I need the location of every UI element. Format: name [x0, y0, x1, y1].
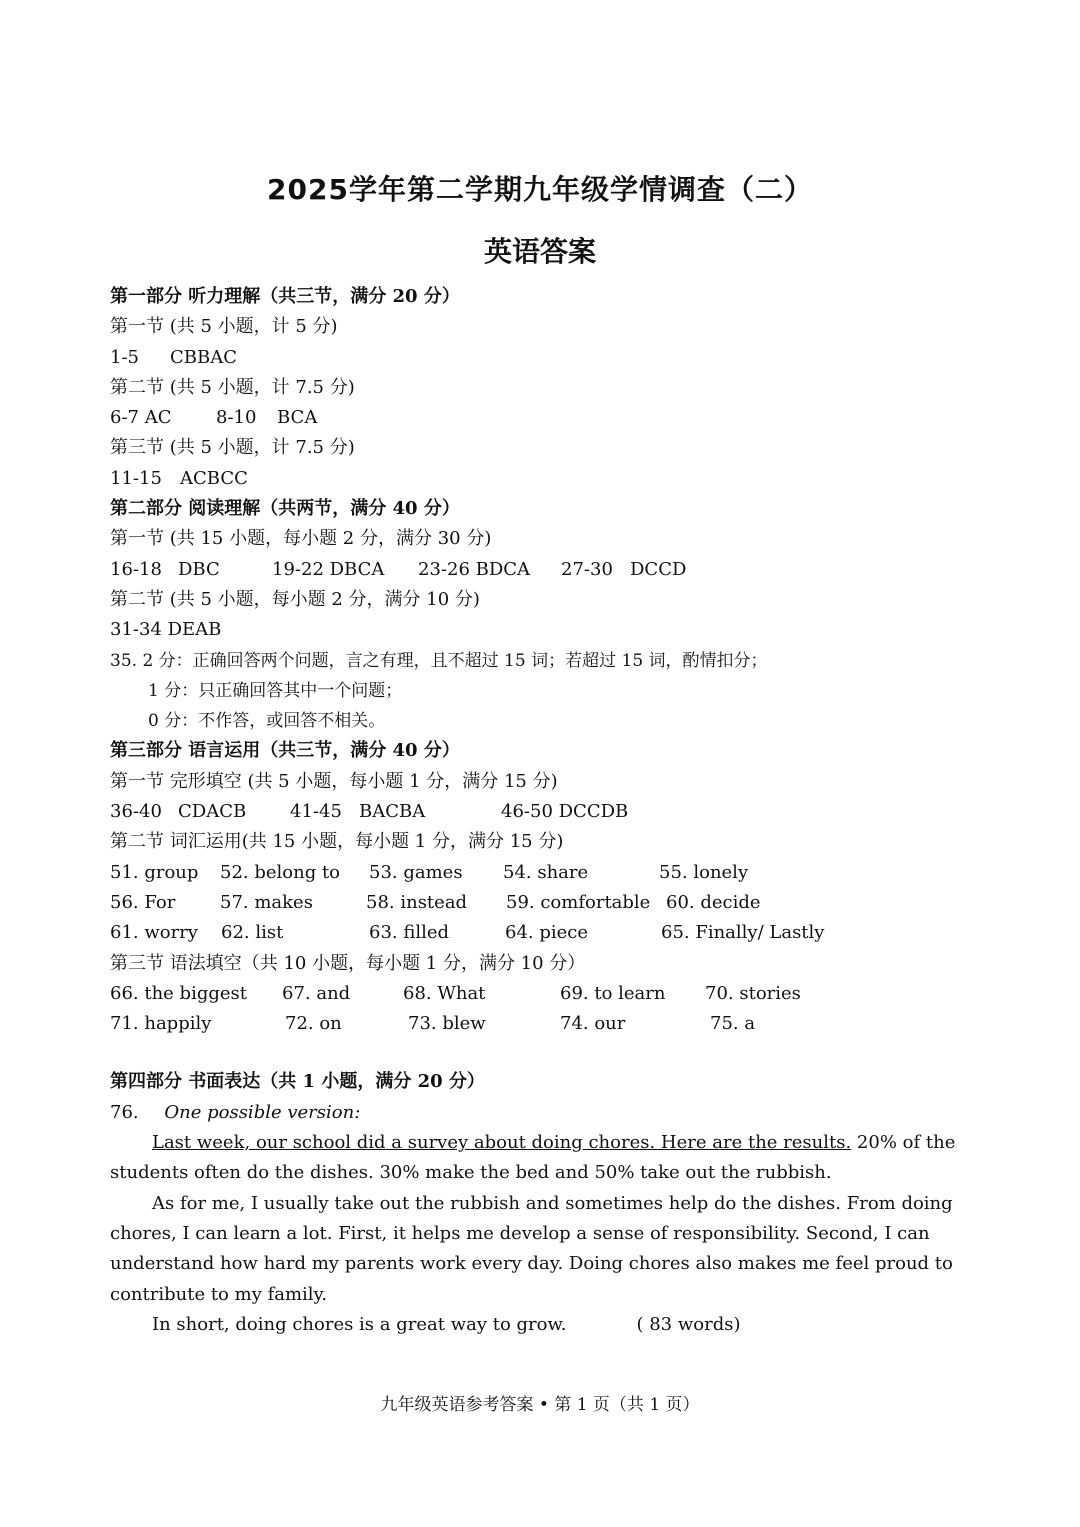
- answer-content: [110, 282, 970, 1340]
- grammar-answer: 71. happily: [110, 1013, 212, 1035]
- part2-heading: 第二部分 阅读理解（共两节，满分 40 分）: [110, 498, 460, 520]
- answer-value: 23-26 BDCA: [418, 558, 531, 580]
- vocab-answer: 65. Finally/ Lastly: [661, 922, 825, 944]
- part4-heading: 第四部分 书面表达（共 1 小题，满分 20 分）: [110, 1071, 485, 1093]
- page-footer: 九年级英语参考答案 • 第 1 页（共 1 页）: [380, 1395, 700, 1415]
- q35-scoring-line3: 0 分：不作答，或回答不相关。: [148, 711, 386, 732]
- answer-range: 16-18: [110, 558, 162, 580]
- sample-essay: [110, 1128, 970, 1340]
- vocab-answer: 54. share: [503, 861, 589, 883]
- essay-paragraph-1: [110, 1128, 970, 1189]
- part3-section1-answers: [110, 797, 970, 827]
- answer-range: 1-5: [110, 346, 139, 368]
- grammar-row: [110, 979, 970, 1009]
- q76-header: [110, 1098, 970, 1128]
- sample-label: One possible version:: [164, 1101, 361, 1123]
- question-number: 76.: [110, 1101, 139, 1123]
- part3-heading: 第三部分 语言运用（共三节，满分 40 分）: [110, 740, 460, 762]
- part3-section3: 第三节 语法填空（共 10 小题，每小题 1 分，满分 10 分）: [110, 952, 586, 974]
- essay-conclusion: In short, doing chores is a great way to grow.: [152, 1313, 567, 1335]
- vocab-answer: 62. list: [221, 922, 284, 944]
- answer-range: 11-15: [110, 467, 162, 489]
- vocab-answer: 61. worry: [110, 922, 198, 944]
- answer-value: DCCD: [630, 558, 687, 580]
- document-subtitle: 英语答案: [483, 235, 596, 268]
- grammar-answer: 70. stories: [705, 982, 801, 1004]
- vocab-answer: 60. decide: [666, 891, 761, 913]
- part3-section2: 第二节 词汇运用(共 15 小题，每小题 1 分，满分 15 分): [110, 831, 564, 853]
- answer-value: CDACB: [178, 801, 247, 823]
- answer-value: CBBAC: [170, 346, 237, 368]
- document-title: 2025学年第二学期九年级学情调查（二）: [267, 173, 813, 206]
- grammar-answer: 72. on: [285, 1013, 342, 1035]
- essay-underlined-intro: Last week, our school did a survey about doing chores. Here are the results.: [152, 1132, 852, 1154]
- grammar-answer: 69. to learn: [560, 982, 666, 1004]
- answer-range: 8-10: [216, 407, 257, 429]
- part1-section1-answers: [110, 343, 970, 373]
- vocab-answer: 59. comfortable: [506, 891, 651, 913]
- part2-section2: 第二节 (共 5 小题，每小题 2 分，满分 10 分): [110, 588, 480, 610]
- vocab-answer: 56. For: [110, 891, 176, 913]
- essay-paragraph-3: [110, 1310, 970, 1340]
- grammar-answer: 67. and: [282, 982, 351, 1004]
- part1-heading: 第一部分 听力理解（共三节，满分 20 分）: [110, 286, 460, 307]
- part1-section3-answers: [110, 464, 970, 494]
- vocab-answer: 51. group: [110, 861, 199, 883]
- vocab-row: [110, 888, 970, 918]
- grammar-answer: 75. a: [710, 1013, 756, 1035]
- grammar-answer: 66. the biggest: [110, 982, 247, 1004]
- answer-range: 27-30: [561, 558, 613, 580]
- vocab-row: [110, 918, 970, 948]
- part1-section2-answers: [110, 403, 970, 433]
- answer-value: 46-50 DCCDB: [501, 801, 629, 823]
- answer-value: BCA: [277, 407, 318, 429]
- q35-scoring-line1: 35. 2 分：正确回答两个问题，言之有理，且不超过 15 词；若超过 15 词，酌情扣分；: [110, 650, 768, 671]
- vocab-row: [110, 858, 970, 888]
- part1-section3: 第三节 (共 5 小题，计 7.5 分): [110, 437, 355, 459]
- word-count: ( 83 words): [636, 1313, 741, 1335]
- answer-value: ACBCC: [180, 467, 248, 489]
- vocab-answer: 58. instead: [366, 891, 468, 913]
- answer-value: DBC: [178, 558, 220, 580]
- part2-section1-answers: [110, 555, 970, 585]
- answer-range: 36-40: [110, 801, 162, 823]
- q35-scoring-line2: 1 分：只正确回答其中一个问题；: [148, 680, 403, 701]
- grammar-answer: 68. What: [403, 982, 486, 1004]
- vocab-answer: 52. belong to: [220, 861, 341, 883]
- part1-section1: 第一节 (共 5 小题，计 5 分): [110, 316, 338, 338]
- answer-value: 6-7 AC: [110, 407, 172, 429]
- answer-range: 41-45: [290, 801, 342, 823]
- vocab-answer: 55. lonely: [659, 861, 749, 883]
- part2-section2-answers: 31-34 DEAB: [110, 619, 222, 641]
- part2-section1: 第一节 (共 15 小题，每小题 2 分，满分 30 分): [110, 528, 492, 550]
- answer-value: BACBA: [359, 801, 426, 823]
- essay-paragraph-2: As for me, I usually take out the rubbish and sometimes help do the dishes. From doing chores, I can learn a lot. First, it helps me develop a sense of responsibility. Second, I can understand how hard my parents work every day. Doing chores also makes me feel proud to contribute to my family.: [110, 1192, 953, 1305]
- vocab-answer: 63. filled: [369, 922, 450, 944]
- vocab-answer: 53. games: [369, 861, 463, 883]
- grammar-row: [110, 1009, 970, 1039]
- part3-section1: 第一节 完形填空 (共 5 小题，每小题 1 分，满分 15 分): [110, 770, 558, 792]
- spacer: [110, 1039, 970, 1067]
- grammar-answer: 74. our: [560, 1013, 626, 1035]
- part1-section2: 第二节 (共 5 小题，计 7.5 分): [110, 376, 355, 398]
- answer-value: 19-22 DBCA: [272, 558, 385, 580]
- vocab-answer: 64. piece: [505, 922, 589, 944]
- grammar-answer: 73. blew: [408, 1013, 486, 1035]
- vocab-answer: 57. makes: [220, 891, 313, 913]
- essay-intro-rest: 20% of the students often do the dishes. 30% make the bed and 50% take out the rubbish.: [110, 1132, 956, 1184]
